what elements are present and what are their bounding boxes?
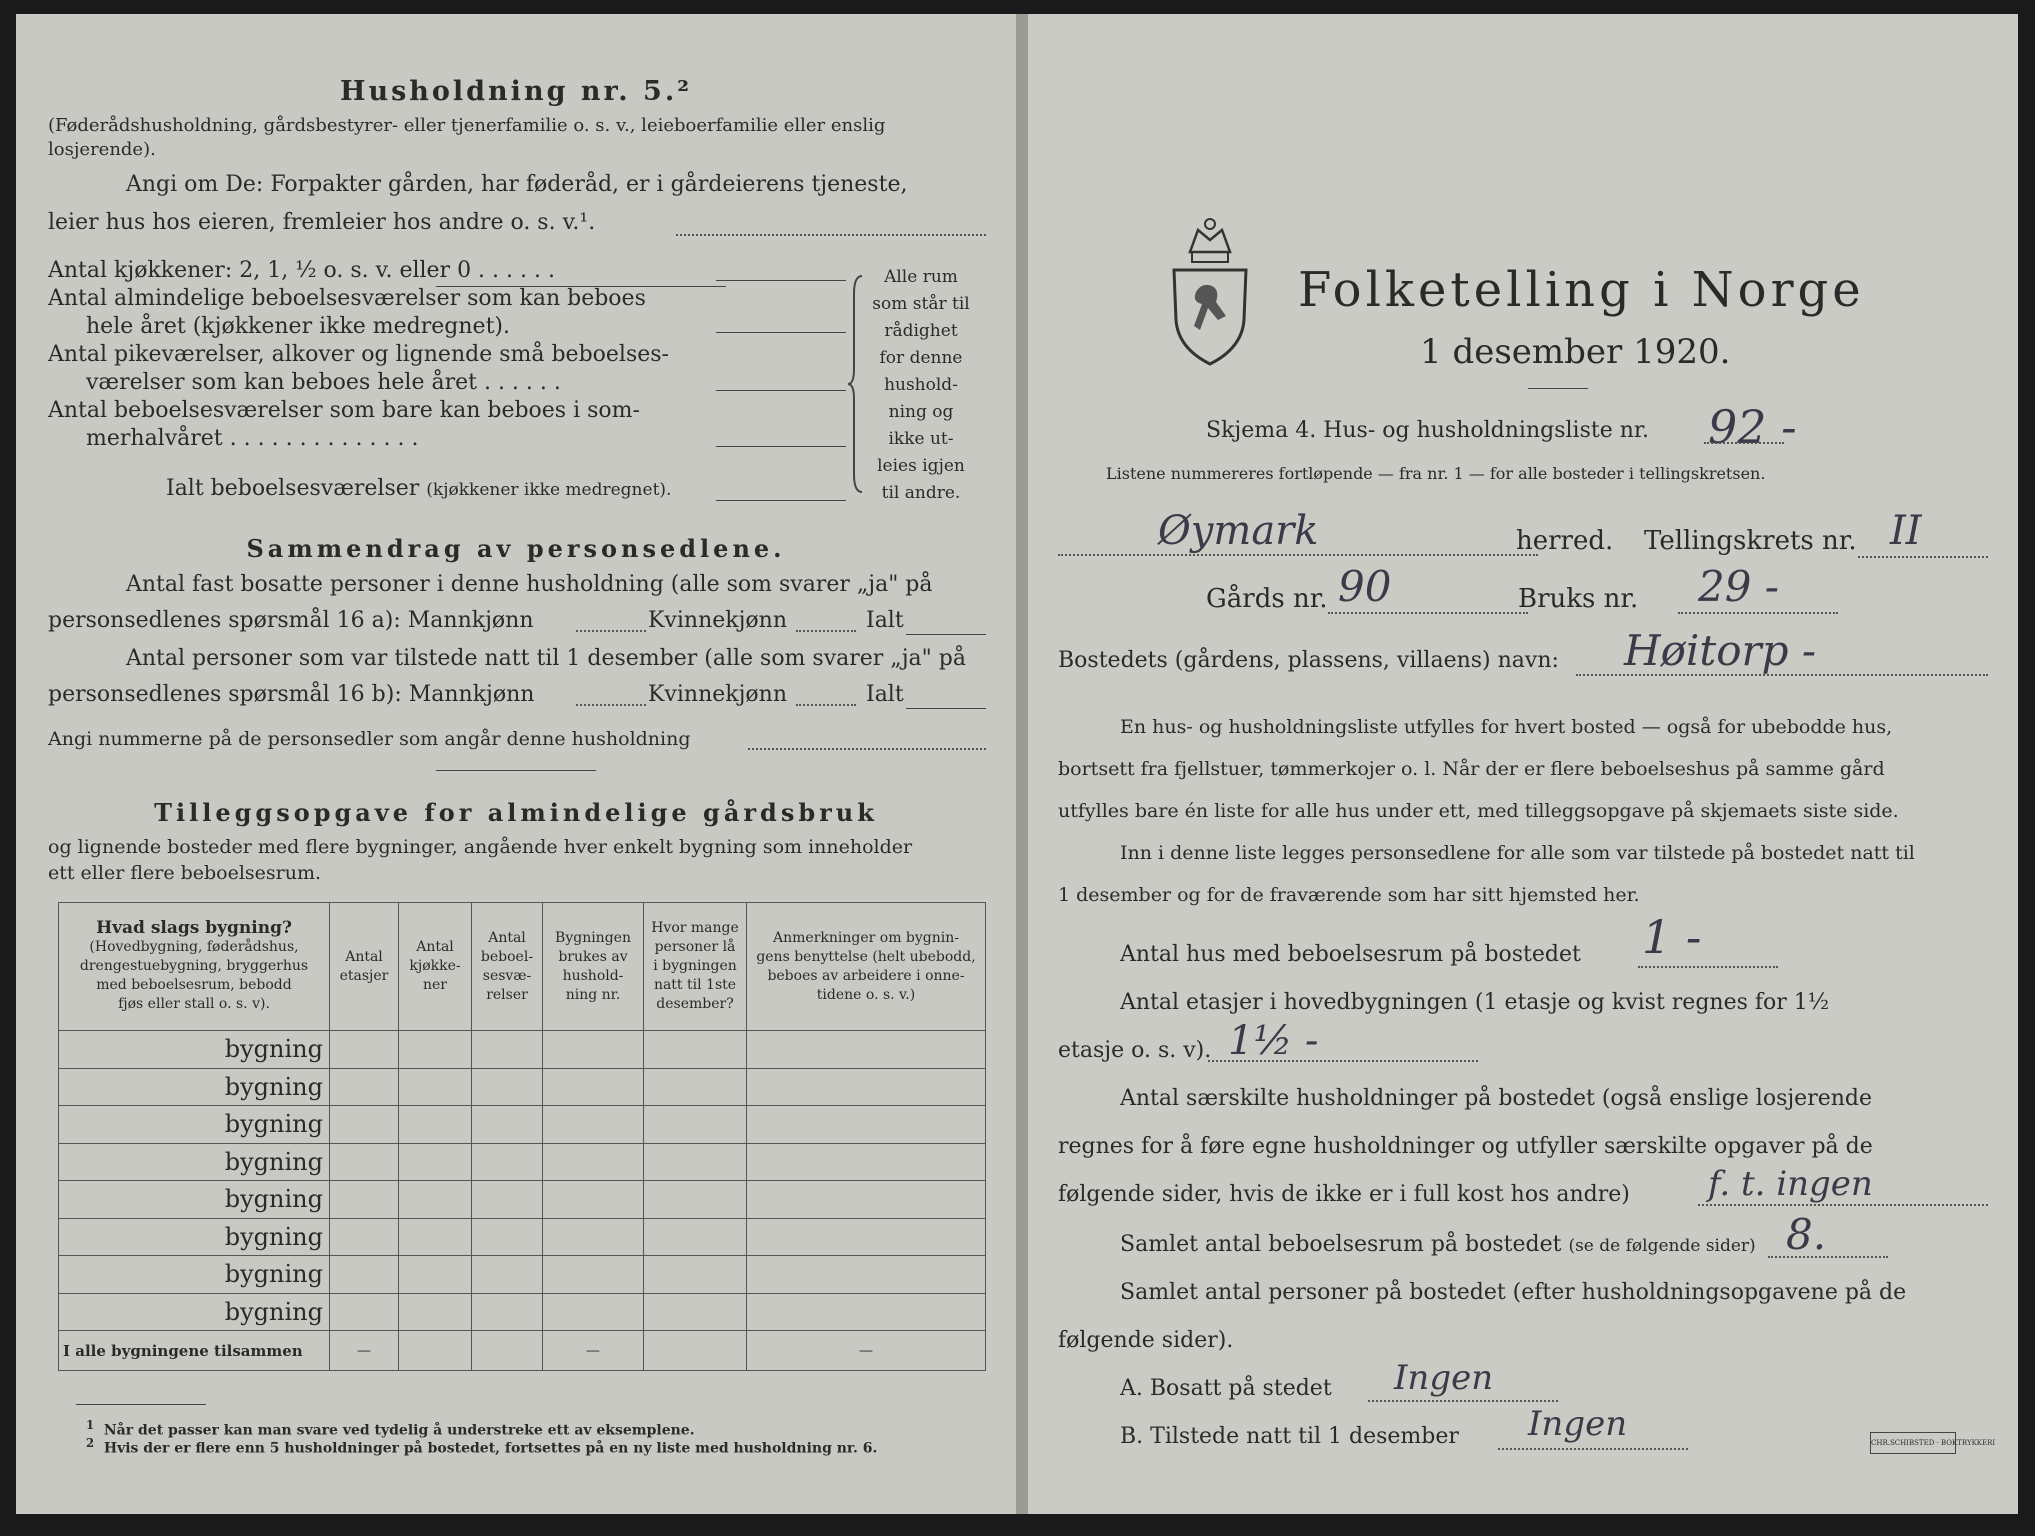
table-cell <box>472 1106 543 1144</box>
sarskilte-value: f. t. ingen <box>1708 1164 1873 1204</box>
table-cell <box>472 1293 543 1331</box>
antal-hus-label: Antal hus med beboelsesrum på bostedet <box>1120 942 1581 967</box>
table-row <box>59 1181 986 1219</box>
herred-label: herred. <box>1516 526 1614 556</box>
bygning-label: bygning <box>59 1106 330 1144</box>
table-row <box>59 1256 986 1294</box>
table-cell <box>399 1181 472 1219</box>
table-cell <box>644 1293 747 1331</box>
summary-line-3: Antal personer som var tilstede natt til 1 desember (alle som svarer „ja" på <box>126 646 966 671</box>
tillegg-title: Tilleggsopgave for almindelige gårdsbruk <box>154 798 878 827</box>
table-cell <box>330 1068 399 1106</box>
table-cell <box>399 1256 472 1294</box>
numbering-note: Listene nummereres fortløpende — fra nr. 1 — for alle bosteder i tellingskretsen. <box>1106 464 1766 483</box>
total-floors: — <box>330 1331 399 1371</box>
table-cell <box>472 1031 543 1069</box>
table-cell <box>399 1143 472 1181</box>
table-cell <box>399 1218 472 1256</box>
skjema-number: 92 - <box>1708 400 1797 454</box>
table-cell <box>472 1068 543 1106</box>
col-floors: Antal etasjer <box>330 903 399 1031</box>
rooms-maids-1: Antal pikeværelser, alkover og lignende små beboelses- <box>48 342 669 367</box>
kvinnekjonn-2: Kvinnekjønn <box>648 682 787 707</box>
angi-line-1: Angi om De: Forpakter gården, har føderåd, er i gårdeierens tjeneste, <box>126 172 908 197</box>
table-cell <box>747 1068 986 1106</box>
kvinnekjonn-1: Kvinnekjønn <box>648 608 787 633</box>
tillegg-sub-1: og lignende bosteder med flere bygninger, angående hver enkelt bygning som inneholder <box>48 836 913 858</box>
bygning-label: bygning <box>59 1143 330 1181</box>
etasjer-value: 1½ - <box>1228 1018 1319 1064</box>
table-row <box>59 1293 986 1331</box>
printer-stamp: CHR.SCHIBSTED · BOKTRYKKERI <box>1870 1432 1956 1454</box>
table-cell <box>543 1068 644 1106</box>
bruks-label: Bruks nr. <box>1518 584 1639 614</box>
table-cell <box>330 1181 399 1219</box>
table-cell <box>747 1106 986 1144</box>
total-remarks: — <box>747 1331 986 1371</box>
table-total-row <box>59 1331 986 1371</box>
col-remarks: Anmerkninger om bygnin- gens benyttelse (helt ubebodd, beboes av arbeidere i onne- tidene o. s. v.) <box>747 903 986 1031</box>
bosted-value: Høitorp - <box>1624 626 1817 675</box>
samlet-rum-label: Samlet antal beboelsesrum på bostedet (se de følgende sider) <box>1120 1232 1756 1257</box>
table-cell <box>543 1181 644 1219</box>
brace-note: Alle rum som står til rådighet for denne hushold- ning og ikke ut- leies igjen til andre. <box>872 267 970 503</box>
rooms-kitchens: Antal kjøkkener: 2, 1, ½ o. s. v. eller 0 . . . . . . <box>48 258 555 283</box>
samlet-rum-value: 8. <box>1786 1210 1827 1259</box>
table-row <box>59 1068 986 1106</box>
bygning-label: bygning <box>59 1068 330 1106</box>
bygning-label: bygning <box>59 1256 330 1294</box>
samlet-pers-line-1: Samlet antal personer på bostedet (efter husholdningsopgavene på de <box>1120 1280 1907 1305</box>
ialt-2: Ialt <box>866 682 904 707</box>
tillegg-sub-2: ett eller flere beboelsesrum. <box>48 862 322 884</box>
bygning-label: bygning <box>59 1031 330 1069</box>
instr-5: 1 desember og for de fraværende som har sitt hjemsted her. <box>1058 884 1640 906</box>
skjema-label: Skjema 4. Hus- og husholdningsliste nr. <box>1206 418 1649 443</box>
table-cell <box>472 1181 543 1219</box>
table-cell <box>747 1293 986 1331</box>
col-persons: Hvor mange personer lå i bygningen natt til 1ste desember? <box>644 903 747 1031</box>
col-rooms: Antal beboel- sesvæ- relser <box>472 903 543 1031</box>
table-cell <box>472 1256 543 1294</box>
krets-value: II <box>1890 508 1922 554</box>
instr-1: En hus- og husholdningsliste utfylles for hvert bosted — også for ubebodde hus, <box>1120 716 1893 738</box>
herred-value: Øymark <box>1158 508 1319 554</box>
footnote-1: $^1$ Når det passer kan man svare ved tydelig å understreke ett av eksemplene. <box>86 1418 695 1439</box>
table-header-row <box>59 903 986 1031</box>
ialt-label: Ialt beboelsesværelser (kjøkkener ikke medregnet). <box>166 476 672 501</box>
household-subtitle: (Føderådshusholdning, gårdsbestyrer- eller tjenerfamilie o. s. v., leieboerfamilie eller enslig losjerende). <box>48 115 886 160</box>
col-household-nr: Bygningen brukes av hushold- ning nr. <box>543 903 644 1031</box>
table-cell <box>472 1143 543 1181</box>
tilstede-label: B. Tilstede natt til 1 desember <box>1120 1424 1459 1449</box>
antal-hus-value: 1 - <box>1642 910 1702 964</box>
right-page <box>1028 14 2018 1514</box>
brace-icon <box>848 274 868 494</box>
gards-value: 90 <box>1338 562 1392 611</box>
table-cell <box>399 1293 472 1331</box>
footnote-2: $^2$ Hvis der er flere enn 5 husholdninger på bostedet, fortsettes på en ny liste med husholdning nr. 6. <box>86 1436 878 1457</box>
table-cell <box>543 1031 644 1069</box>
gards-label: Gårds nr. <box>1206 584 1328 614</box>
table-cell <box>543 1256 644 1294</box>
table-cell <box>543 1106 644 1144</box>
ialt-1: Ialt <box>866 608 904 633</box>
table-cell <box>330 1256 399 1294</box>
left-page <box>16 14 1016 1514</box>
etasjer-line-2: etasje o. s. v). <box>1058 1038 1212 1063</box>
instr-2: bortsett fra fjellstuer, tømmerkojer o. l. Når der er flere beboelseshus på samme gård <box>1058 758 1885 780</box>
total-rooms <box>472 1331 543 1371</box>
bygning-label: bygning <box>59 1181 330 1219</box>
table-cell <box>747 1181 986 1219</box>
buildings-table <box>58 902 986 1371</box>
bosatt-value: Ingen <box>1394 1358 1494 1398</box>
table-row <box>59 1106 986 1144</box>
table-cell <box>330 1143 399 1181</box>
angi-line-2: leier hus hos eieren, fremleier hos andre o. s. v.¹. <box>48 210 596 235</box>
table-cell <box>543 1293 644 1331</box>
samlet-pers-line-2: følgende sider). <box>1058 1328 1234 1353</box>
table-cell <box>543 1143 644 1181</box>
bygning-label: bygning <box>59 1218 330 1256</box>
total-household: — <box>543 1331 644 1371</box>
etasjer-line-1: Antal etasjer i hovedbygningen (1 etasje og kvist regnes for 1½ <box>1120 990 1830 1015</box>
rooms-ordinary-1: Antal almindelige beboelsesværelser som kan beboes <box>48 286 646 311</box>
col-kitchens: Antal kjøkke- ner <box>399 903 472 1031</box>
table-row <box>59 1143 986 1181</box>
table-cell <box>644 1068 747 1106</box>
rooms-summer-1: Antal beboelsesværelser som bare kan beboes i som- <box>48 398 640 423</box>
table-cell <box>644 1256 747 1294</box>
table-cell <box>399 1068 472 1106</box>
table-cell <box>644 1181 747 1219</box>
bosatt-label: A. Bosatt på stedet <box>1120 1376 1332 1401</box>
table-cell <box>330 1293 399 1331</box>
angi-nummerne: Angi nummerne på de personsedler som angår denne husholdning <box>48 728 691 750</box>
table-cell <box>644 1218 747 1256</box>
instr-3: utfylles bare én liste for alle hus under ett, med tilleggsopgave på skjemaets siste side. <box>1058 800 1899 822</box>
sarskilte-line-3: følgende sider, hvis de ikke er i full kost hos andre) <box>1058 1182 1630 1207</box>
total-label: I alle bygningene tilsammen <box>59 1331 330 1371</box>
table-row <box>59 1218 986 1256</box>
table-cell <box>747 1143 986 1181</box>
table-cell <box>644 1143 747 1181</box>
bruks-value: 29 - <box>1698 562 1779 611</box>
census-title: Folketelling i Norge <box>1298 262 1865 318</box>
bosted-label: Bostedets (gårdens, plassens, villaens) navn: <box>1058 648 1559 673</box>
summary-title: Sammendrag av personsedlene. <box>246 534 786 563</box>
table-cell <box>747 1031 986 1069</box>
table-row <box>59 1031 986 1069</box>
summary-line-4: personsedlenes spørsmål 16 b): Mannkjønn <box>48 682 535 707</box>
census-date: 1 desember 1920. <box>1420 332 1731 372</box>
total-persons <box>644 1331 747 1371</box>
table-cell <box>644 1106 747 1144</box>
table-cell <box>472 1218 543 1256</box>
coat-of-arms-icon <box>1168 212 1252 366</box>
total-kitchens <box>399 1331 472 1371</box>
rooms-ordinary-2: hele året (kjøkkener ikke medregnet). <box>86 314 510 339</box>
col-building-type: Hvad slags bygning? (Hovedbygning, føderådshus, drengestuebygning, bryggerhus med beboelsesrum, bebodd fjøs eller stall o. s. v). <box>59 903 330 1031</box>
sarskilte-line-2: regnes for å føre egne husholdninger og utfyller særskilte opgaver på de <box>1058 1134 1873 1159</box>
sarskilte-line-1: Antal særskilte husholdninger på bostedet (også enslige losjerende <box>1120 1086 1873 1111</box>
table-cell <box>330 1031 399 1069</box>
table-cell <box>399 1106 472 1144</box>
table-cell <box>644 1031 747 1069</box>
table-cell <box>330 1106 399 1144</box>
table-cell <box>399 1031 472 1069</box>
summary-line-2: personsedlenes spørsmål 16 a): Mannkjønn <box>48 608 534 633</box>
tilstede-value: Ingen <box>1528 1404 1628 1444</box>
table-cell <box>747 1218 986 1256</box>
bygning-label: bygning <box>59 1293 330 1331</box>
table-cell <box>330 1218 399 1256</box>
household-title: Husholdning nr. 5.² <box>339 76 693 107</box>
page-fold <box>1016 14 1028 1514</box>
table-cell <box>543 1218 644 1256</box>
instr-4: Inn i denne liste legges personsedlene for alle som var tilstede på bostedet natt til <box>1120 842 1915 864</box>
rooms-summer-2: merhalvåret . . . . . . . . . . . . . . <box>86 426 419 451</box>
table-cell <box>747 1256 986 1294</box>
summary-line-1: Antal fast bosatte personer i denne husholdning (alle som svarer „ja" på <box>126 572 933 597</box>
rooms-maids-2: værelser som kan beboes hele året . . . . . . <box>86 370 561 395</box>
krets-label: Tellingskrets nr. <box>1644 526 1857 556</box>
